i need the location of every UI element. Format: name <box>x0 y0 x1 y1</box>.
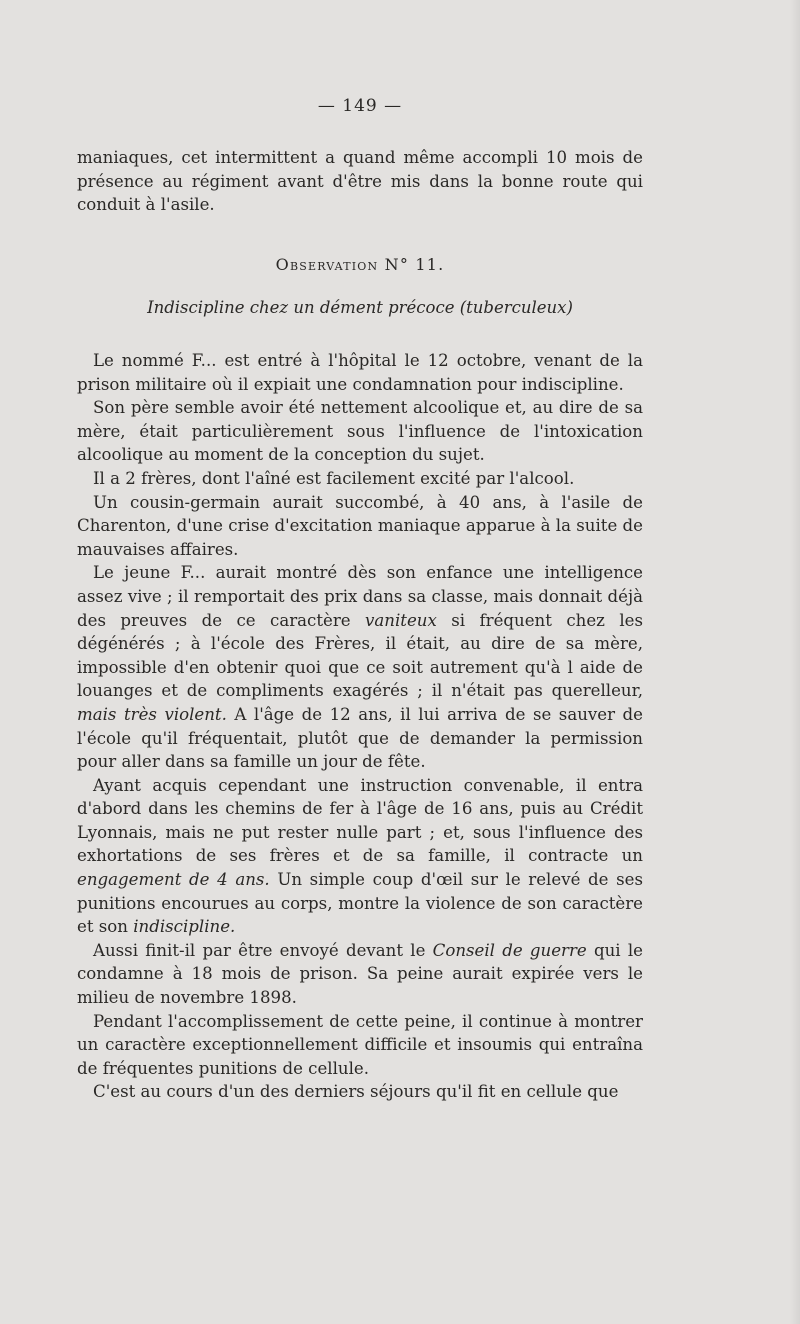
page-edge-shadow <box>790 0 800 1324</box>
paragraph-father: Son père semble avoir été nettement alcoolique et, au dire de sa mère, était particulièrement sous l'influence de l'intoxication alcoolique au moment de la conception du sujet. <box>77 398 643 465</box>
observation-subtitle <box>0 298 720 317</box>
childhood-text-2: si fréquent chez les dégénérés ; à l'école des Frères, il était, au dire de sa mère, impossible d'en obtenir quoi que ce soit autrement qu'à l aide de louanges et de compliments exagérés ; il n'était pas querelleur, <box>77 610 643 701</box>
intro-text-block <box>77 146 643 217</box>
subtitle-emphasis: tuberculeux <box>466 298 567 317</box>
page-number: — 149 — <box>317 96 403 116</box>
subtitle-suffix: ) <box>566 298 573 317</box>
paragraph-childhood <box>77 561 643 773</box>
court-emphasis: Conseil de guerre <box>432 940 587 960</box>
career-emphasis-2: indiscipline. <box>133 917 236 937</box>
intro-paragraph: maniaques, cet intermittent a quand même accompli 10 mois de présence au régiment avant d'être mis dans la bonne route qui conduit à l'asile. <box>77 148 643 215</box>
career-text-2: Un simple coup d'œil sur le relevé de ses punitions encourues au corps, montre la violence de son caractère et son <box>77 870 643 937</box>
paragraph-brothers: Il a 2 frères, dont l'aîné est facilement excité par l'alcool. <box>93 468 575 488</box>
paragraph-career <box>77 774 643 939</box>
subtitle-prefix: Indiscipline chez un dément précoce ( <box>147 298 467 317</box>
paragraph-sentence: Pendant l'accomplissement de cette peine, il continue à montrer un caractère exceptionnellement difficile et insoumis qui entraîna de fréquentes punitions de cellule. <box>77 1011 643 1078</box>
childhood-text-3: A l'âge de 12 ans, il lui arriva de se sauver de l'école qu'il fréquentait, plutôt que de demander la permission pour aller dans sa famille un jour de fête. <box>77 704 643 772</box>
court-text-1: Aussi finit-il par être envoyé devant le <box>93 940 433 960</box>
observation-body <box>77 349 643 1104</box>
court-text-2: qui le condamne à 18 mois de prison. Sa peine aurait expirée vers le milieu de novembre 1898. <box>77 940 643 1008</box>
paragraph-cell: C'est au cours d'un des derniers séjours qu'il fit en cellule que <box>93 1082 619 1102</box>
career-text-1: Ayant acquis cependant une instruction convenable, il entra d'abord dans les chemins de fer à l'âge de 16 ans, puis au Crédit Lyonnais, mais ne put rester nulle part ; et, sous l'influence des exhortations de ses frères et de sa famille, il contracte un <box>77 775 643 866</box>
childhood-emphasis-1: vaniteux <box>365 610 437 630</box>
childhood-emphasis-2: mais très violent. <box>77 704 227 724</box>
observation-title: Observation N° 11. <box>275 255 445 274</box>
paragraph-cousin: Un cousin-germain aurait succombé, à 40 ans, à l'asile de Charenton, d'une crise d'excitation maniaque apparue à la suite de mauvaises affaires. <box>77 492 643 559</box>
career-emphasis-1: engagement de 4 ans. <box>77 870 270 890</box>
childhood-text-1: Le jeune F... aurait montré dès son enfance une intelligence assez vive ; il remportait des prix dans sa classe, mais donnait déjà des preuves de ce caractère <box>77 563 643 630</box>
paragraph-admission: Le nommé F... est entré à l'hôpital le 12 octobre, venant de la prison militaire où il expiait une condamnation pour indiscipline. <box>77 351 643 394</box>
paragraph-court-martial <box>77 939 643 1010</box>
